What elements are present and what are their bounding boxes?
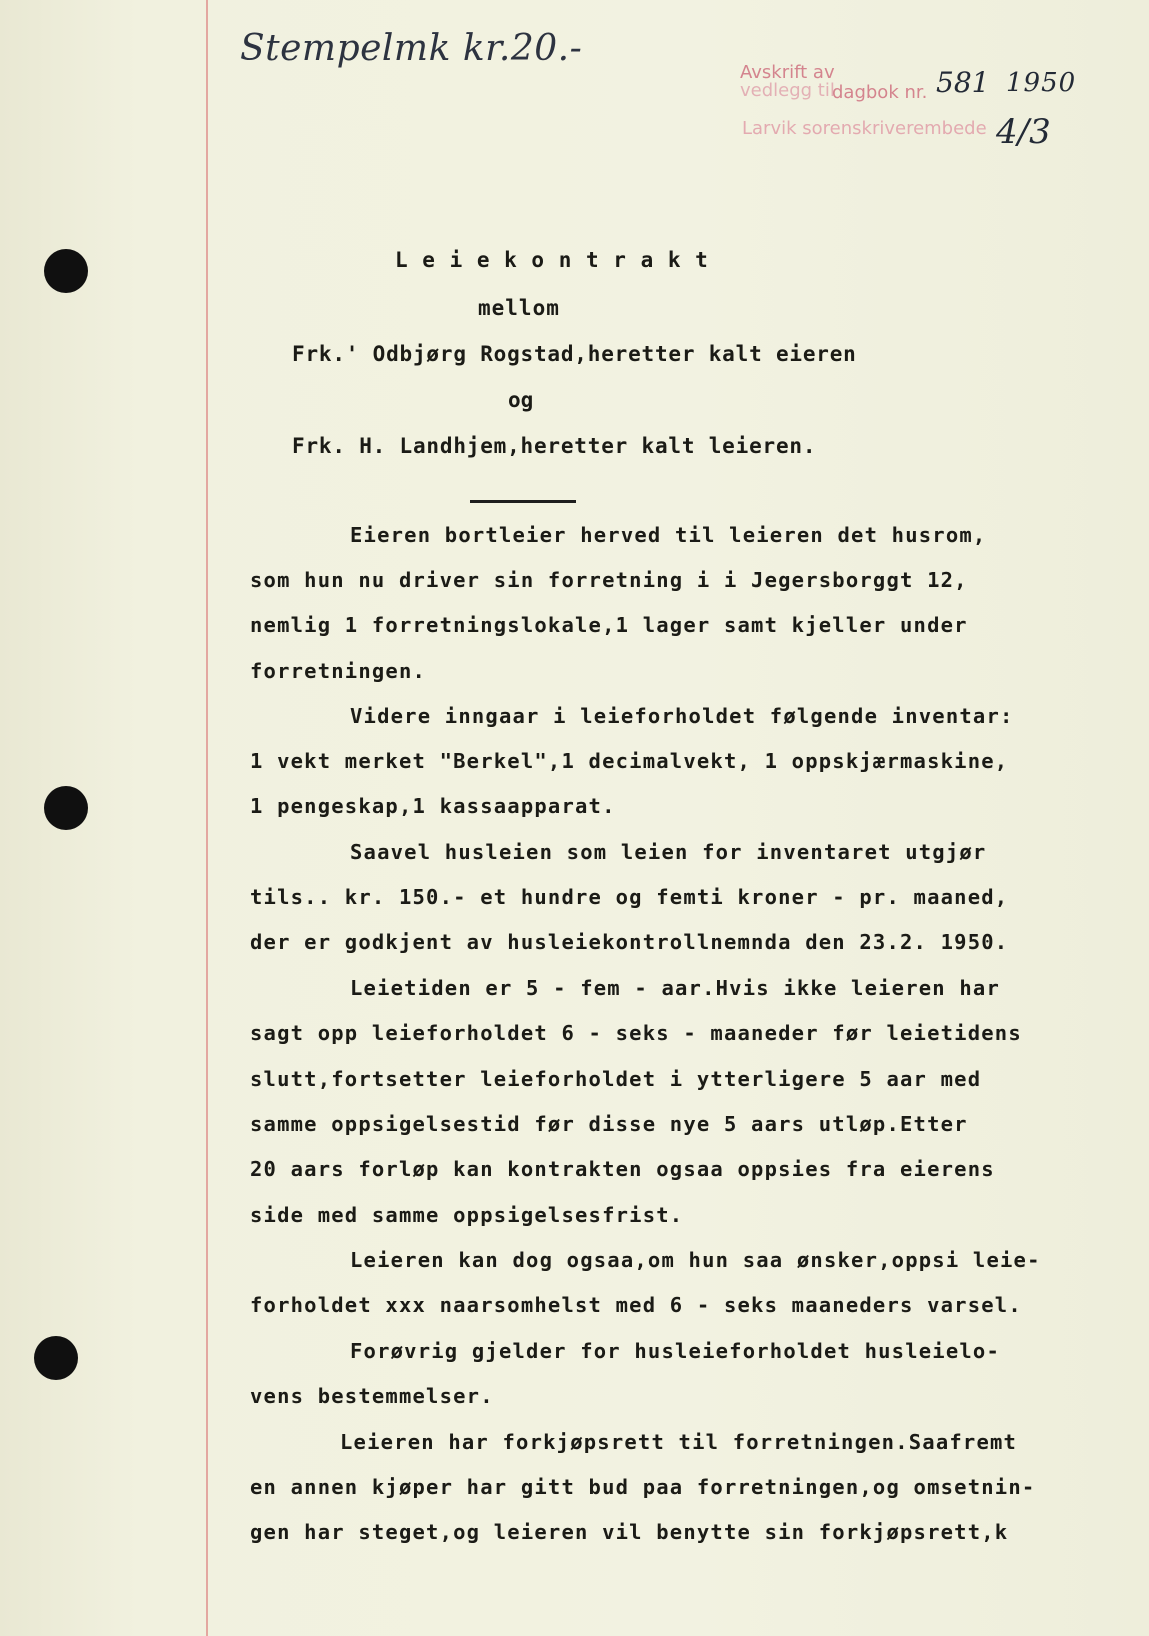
body-line: Leietiden er 5 - fem - aar.Hvis ikke leieren har [350, 976, 1001, 1000]
stamp-line-1: Avskrift av [740, 62, 835, 83]
body-line: sagt opp leieforholdet 6 - seks - maaneder før leietidens [250, 1021, 1022, 1045]
party-owner: Frk.' Odbjørg Rogstad,heretter kalt eieren [292, 342, 857, 366]
punch-hole-icon [44, 249, 88, 293]
body-line: 1 vekt merket "Berkel",1 decimalvekt, 1 oppskjærmaskine, [250, 749, 1009, 773]
dagbok-number: 581 [936, 66, 990, 99]
body-line: en annen kjøper har gitt bud paa forretningen,og omsetnin- [250, 1475, 1036, 1499]
margin-line [206, 0, 208, 1636]
punch-hole-icon [44, 786, 88, 830]
stamp-date: 4/3 [996, 112, 1051, 152]
body-line: side med samme oppsigelsesfrist. [250, 1203, 684, 1227]
party-tenant: Frk. H. Landhjem,heretter kalt leieren. [292, 434, 817, 458]
body-line: 1 pengeskap,1 kassaapparat. [250, 794, 616, 818]
heading-between: mellom [478, 296, 560, 320]
body-line: samme oppsigelsestid før disse nye 5 aars utløp.Etter [250, 1112, 968, 1136]
body-line: Leieren kan dog ogsaa,om hun saa ønsker,oppsi leie- [350, 1248, 1041, 1272]
document-title: L e i e k o n t r a k t [395, 248, 709, 272]
body-line: Eieren bortleier herved til leieren det husrom, [350, 523, 987, 547]
stamp-duty-note: Stempelmk kr.20.- [240, 28, 583, 69]
stamp-line-4: Larvik sorenskriverembede [742, 118, 987, 139]
stamp-line-3: dagbok nr. [832, 82, 928, 103]
body-line: nemlig 1 forretningslokale,1 lager samt kjeller under [250, 613, 968, 637]
body-line: forholdet xxx naarsomhelst med 6 - seks maaneders varsel. [250, 1293, 1022, 1317]
body-line: tils.. kr. 150.- et hundre og femti kroner - pr. maaned, [250, 885, 1009, 909]
punch-hole-icon [34, 1336, 78, 1380]
stamp-year: 1950 [1006, 68, 1077, 98]
body-line: vens bestemmelser. [250, 1384, 494, 1408]
stamp-line-2: vedlegg til [740, 80, 835, 101]
body-line: gen har steget,og leieren vil benytte sin forkjøpsrett,k [250, 1520, 1009, 1544]
heading-and: og [508, 388, 534, 412]
body-line: Leieren har forkjøpsrett til forretningen.Saafremt [340, 1430, 1018, 1454]
body-line: slutt,fortsetter leieforholdet i ytterligere 5 aar med [250, 1067, 982, 1091]
body-line: Saavel husleien som leien for inventaret utgjør [350, 840, 987, 864]
body-line: 20 aars forløp kan kontrakten ogsaa oppsies fra eierens [250, 1157, 995, 1181]
body-line: forretningen. [250, 659, 427, 683]
body-line: som hun nu driver sin forretning i i Jegersborggt 12, [250, 568, 968, 592]
body-line: Forøvrig gjelder for husleieforholdet husleielo- [350, 1339, 1001, 1363]
body-line: der er godkjent av husleiekontrollnemnda den 23.2. 1950. [250, 930, 1009, 954]
body-line: Videre inngaar i leieforholdet følgende inventar: [350, 704, 1014, 728]
divider [470, 500, 576, 503]
